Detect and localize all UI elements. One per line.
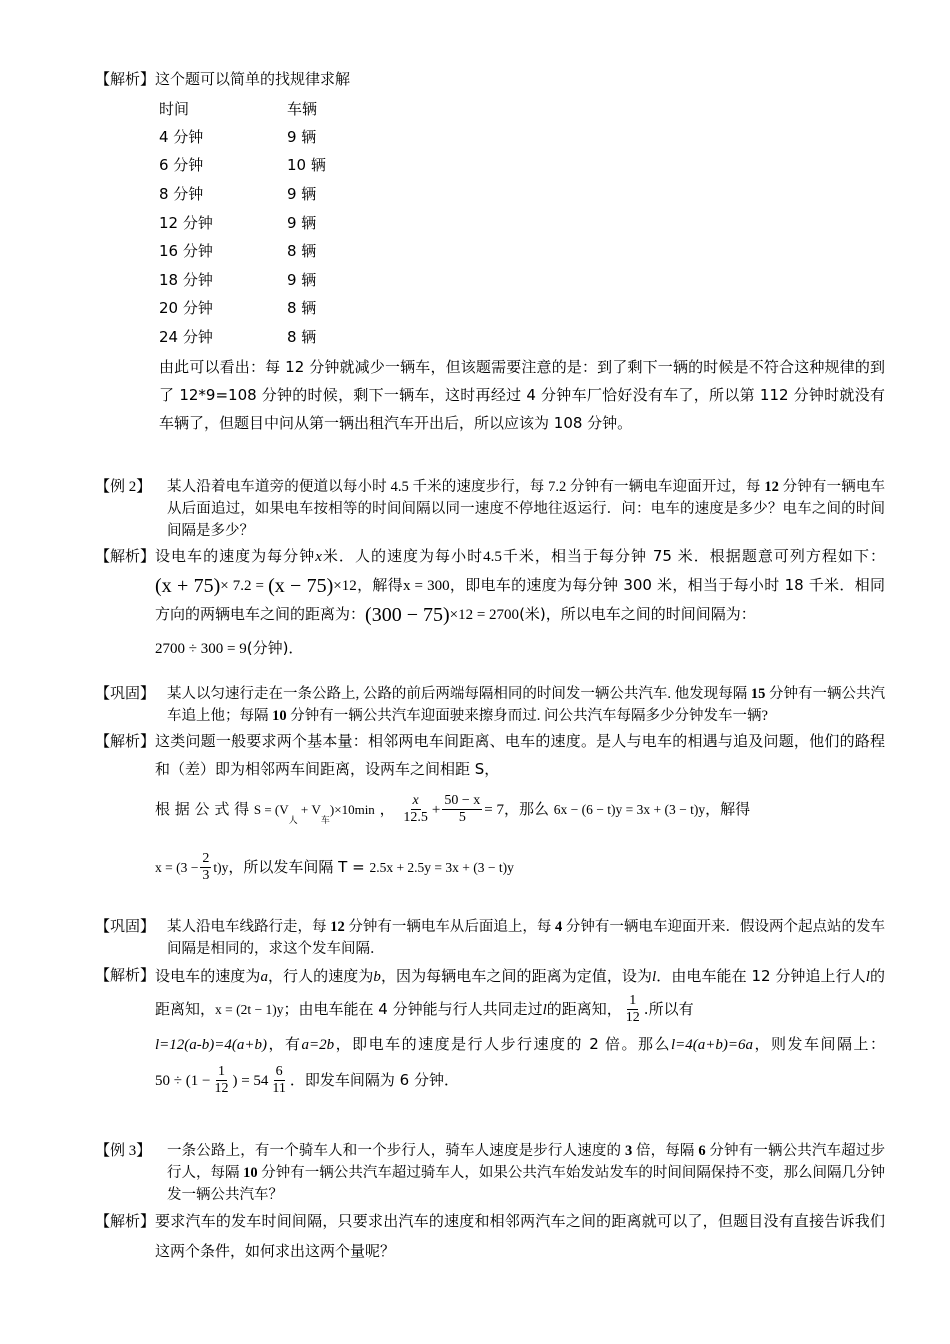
solution-text: ，行人的速度为 bbox=[267, 967, 374, 985]
table-header-vehicles: 车辆 bbox=[287, 99, 318, 118]
question-text: 分钟有一辆公共汽车超过骑车人，如果公共汽车始发站发车的时间间隔保持不变，那么间隔几分钟发一辆公共汽车？ bbox=[167, 1165, 885, 1203]
math-number: 4.5 bbox=[483, 549, 502, 565]
table-cell-vehicles: 9 辆 bbox=[287, 184, 317, 203]
solution-text: 设电车的速度为 bbox=[155, 967, 261, 985]
frac-den: 12 bbox=[214, 1081, 229, 1096]
example-2-question bbox=[95, 476, 885, 542]
solution-text: ，那么 bbox=[503, 800, 549, 818]
question-number: 10 bbox=[272, 708, 287, 724]
table-cell-vehicles: 9 辆 bbox=[287, 213, 317, 232]
math-var: l bbox=[865, 969, 870, 985]
math-expr: ×12 bbox=[333, 578, 357, 594]
solution-text: 的距离知， bbox=[546, 1000, 622, 1018]
frac-num: x bbox=[412, 793, 419, 808]
table-cell-vehicles: 9 辆 bbox=[287, 270, 317, 289]
math-expr: l=12(a-b)=4(a+b) bbox=[155, 1037, 268, 1053]
solution-text: (分钟)． bbox=[246, 639, 304, 657]
question-text: 分钟有一辆公共汽车超过步行人，每隔 bbox=[167, 1143, 886, 1181]
solution-text: 千米，相当于每分钟 75 米．根据题意可列方程如下： bbox=[501, 547, 885, 565]
frac-den: 5 bbox=[458, 810, 466, 825]
math-expr: 2700 ÷ 300 = 9 bbox=[155, 641, 247, 657]
question-number: 12 bbox=[330, 919, 345, 935]
example-3 bbox=[95, 1140, 885, 1266]
math-expr: 6x − (6 − t)y = 3x + (3 − t)y bbox=[553, 802, 706, 817]
math-expr: x = 300 bbox=[403, 578, 450, 594]
solution-text: 设电车的速度为每分钟 bbox=[155, 547, 316, 565]
table-row bbox=[159, 322, 326, 351]
table-cell-time: 18 分钟 bbox=[159, 270, 213, 289]
math-var: a bbox=[260, 969, 268, 985]
math-subscript: 车 bbox=[320, 815, 330, 825]
table-cell-time: 16 分钟 bbox=[159, 242, 213, 261]
consolidation-2-solution bbox=[95, 960, 885, 1097]
table-cell-vehicles: 10 辆 bbox=[287, 156, 326, 175]
table-row bbox=[159, 265, 326, 294]
question-number: 10 bbox=[243, 1165, 258, 1181]
math-var: l bbox=[542, 1002, 547, 1018]
question-text: 分钟有一辆电车从后面追过，如果电车按相等的时间间隔以同一速度不停地往返运行．问：电车的速度是多少？电车之间的时间间隔是多少？ bbox=[167, 479, 886, 539]
math-expr: 2.5x + 2.5y = 3x + (3 − t)y bbox=[369, 860, 514, 875]
solution-tag: 【解析】 bbox=[95, 1212, 156, 1230]
math-expr: ) = 54 bbox=[232, 1073, 269, 1089]
math-fraction bbox=[212, 1064, 230, 1097]
solution-text: ，因为每辆电车之间的距离为定值，设为 bbox=[380, 967, 653, 985]
frac-den: 12.5 bbox=[403, 810, 428, 825]
table-cell-vehicles: 8 辆 bbox=[287, 327, 317, 346]
question-number: 4 bbox=[555, 919, 563, 935]
solution-tag: 【解析】 bbox=[95, 547, 156, 565]
solution-text: ，有 bbox=[267, 1035, 302, 1053]
solution-text: ，则发车间隔上： bbox=[753, 1035, 885, 1053]
table-cell-time: 20 分钟 bbox=[159, 299, 213, 318]
solution-tag: 【解析】 bbox=[95, 70, 156, 88]
question-number: 12 bbox=[764, 479, 779, 495]
solution-text: ，所以发车间隔 T = bbox=[228, 858, 365, 876]
table-cell-time: 4 分钟 bbox=[159, 127, 204, 146]
math-expr: = 7 bbox=[484, 802, 504, 818]
example-2 bbox=[95, 476, 885, 669]
question-text: 分钟有一辆公共汽车迎面驶来擦身而过. 问公共汽车每隔多少分钟发车一辆? bbox=[286, 708, 768, 724]
frac-num: 1 bbox=[217, 1064, 225, 1079]
solution-text: ，解得 bbox=[356, 576, 403, 594]
solution-tag: 【解析】 bbox=[95, 966, 156, 984]
solution-conclusion: 由此可以看出：每 12 分钟就减少一辆车，但该题需要注意的是：到了剩下一辆的时候是不符合这种规律的到了 12*9=108 分钟的时候，剩下一辆车，这时再经过 4 分钟车厂恰好没有车了，所以第 112 分钟时就没有车辆了，但题目中问从第一辆出租汽车开出后，所以应该为 108 分钟。 bbox=[159, 357, 885, 432]
math-expr: (x + 75) bbox=[155, 575, 221, 597]
math-expr: t)y bbox=[213, 860, 229, 875]
math-fraction bbox=[200, 851, 211, 884]
solution-text: 的距离知， bbox=[155, 967, 885, 1018]
question-text: 某人沿着电车道旁的便道以每小时 4.5 千米的速度步行，每 7.2 分钟有一辆电车迎面开过，每 bbox=[167, 479, 765, 495]
example-2-solution bbox=[95, 542, 885, 669]
solution-text: ；由电车能在 4 分钟能与行人共同走过 bbox=[283, 1000, 543, 1018]
math-fraction bbox=[401, 793, 430, 826]
solution-text: 要求汽车的发车时间间隔，只要求出汽车的速度和相邻两汽车之间的距离就可以了，但题目没有直接告诉我们这两个条件，如何求出这两个量呢？ bbox=[155, 1212, 885, 1260]
consolidation-2-question bbox=[95, 916, 885, 960]
table-row bbox=[159, 151, 326, 180]
consolidation-1-question bbox=[95, 683, 885, 727]
solution-text: (米)，所以电车之间的时间间隔为： bbox=[519, 605, 756, 623]
solution-text: 这类问题一般要求两个基本量：相邻两电车间距离、电车的速度。是人与电车的相遇与追及问题，他们的路程和（差）即为相邻两车间距离，设两车之间相距 S， bbox=[155, 732, 885, 778]
table-cell-time: 24 分钟 bbox=[159, 327, 213, 346]
question-text: 某人沿电车线路行走，每 bbox=[167, 919, 331, 935]
question-text: 分钟有一辆公共汽车追上他；每隔 bbox=[167, 686, 886, 724]
frac-den: 3 bbox=[202, 868, 210, 883]
solution-text: ．由电车能在 12 分钟追上行人 bbox=[656, 967, 866, 985]
table-row bbox=[159, 122, 326, 151]
question-text: 一条公路上，有一个骑车人和一个步行人，骑车人速度是步行人速度的 bbox=[167, 1143, 625, 1159]
table-cell-vehicles: 8 辆 bbox=[287, 242, 317, 261]
table-header-row bbox=[159, 94, 326, 122]
math-expr: S = (V bbox=[253, 802, 289, 817]
consolidation-2 bbox=[95, 916, 885, 1097]
math-expr: x = (2t − 1)y bbox=[215, 1002, 284, 1017]
time-vehicle-table bbox=[159, 94, 326, 351]
table-cell-vehicles: 9 辆 bbox=[287, 127, 317, 146]
example-3-question bbox=[95, 1140, 885, 1206]
frac-num: 50 − x bbox=[444, 793, 481, 808]
math-expr: + V bbox=[297, 802, 321, 817]
frac-num: 1 bbox=[629, 993, 637, 1008]
table-header-time: 时间 bbox=[159, 99, 190, 118]
question-text: 倍，每隔 bbox=[632, 1143, 699, 1159]
math-fraction bbox=[442, 793, 482, 826]
consolidation-tag: 【巩固】 bbox=[95, 919, 156, 935]
math-subscript: 人 bbox=[288, 815, 298, 825]
math-expr: l=4(a+b)=6a bbox=[671, 1037, 754, 1053]
frac-den: 12 bbox=[625, 1010, 640, 1025]
table-row bbox=[159, 294, 326, 323]
math-expr: 50 ÷ (1 − bbox=[155, 1073, 211, 1089]
question-number: 6 bbox=[698, 1143, 706, 1159]
table-cell-time: 6 分钟 bbox=[159, 156, 204, 175]
math-fraction bbox=[270, 1064, 287, 1097]
example-tag: 【例 2】 bbox=[95, 479, 152, 495]
table-cell-time: 12 分钟 bbox=[159, 213, 213, 232]
question-text: 分钟有一辆电车迎面开来．假设两个起点站的发车间隔是相同的，求这个发车间隔． bbox=[167, 919, 886, 957]
frac-den: 11 bbox=[272, 1081, 286, 1096]
consolidation-1 bbox=[95, 683, 885, 889]
math-expr: a=2b bbox=[301, 1037, 335, 1053]
math-expr: x = (3 − bbox=[155, 860, 199, 875]
solution-1 bbox=[95, 66, 885, 437]
table-cell-vehicles: 8 辆 bbox=[287, 299, 317, 318]
solution-text: ，解得 bbox=[705, 800, 751, 818]
math-expr: × 7.2 = bbox=[220, 578, 269, 594]
math-expr: )×10min bbox=[329, 802, 375, 817]
frac-num: 6 bbox=[275, 1064, 283, 1079]
math-var: l bbox=[652, 969, 657, 985]
table-row bbox=[159, 208, 326, 237]
solution-text: 米．人的速度为每小时 bbox=[321, 547, 484, 565]
question-text: 分钟有一辆电车从后面追上，每 bbox=[344, 919, 556, 935]
solution-text: 根 据 公 式 得 bbox=[155, 800, 250, 818]
table-row bbox=[159, 179, 326, 208]
table-cell-time: 8 分钟 bbox=[159, 184, 204, 203]
solution-tag: 【解析】 bbox=[95, 732, 156, 750]
solution-intro: 这个题可以简单的找规律求解 bbox=[155, 70, 351, 88]
consolidation-1-solution: 【解析】 这类问题一般要求两个基本量：相邻两电车间距离、电车的速度。是人与电车的相遇与追及问题，他们的路程和（差）即为相邻两车间距离，设两车之间相距 S， 根 据 公 式 得 $S = (V_人 + V_车)\times 10\min$ ， $\frac{x}{12.5}$ + $\frac{50 - x}{5}$ = 7，那么 6x − (6 − t)y = 3x + (3 − t)y，解得 x = (3 − $\frac{2}{3}$ t)y，所以发车间隔 T = 2.5x + 2.5y = 3x + (3 − t)y bbox=[95, 727, 885, 889]
consolidation-tag: 【巩固】 bbox=[95, 686, 156, 702]
frac-num: 2 bbox=[202, 851, 210, 866]
math-expr: ×12 = 2700 bbox=[449, 607, 520, 623]
table-row bbox=[159, 236, 326, 265]
solution-text: ．即发车间隔为 6 分钟． bbox=[289, 1071, 459, 1089]
math-fraction bbox=[624, 993, 642, 1026]
math-expr: (x − 75) bbox=[268, 575, 334, 597]
question-number: 3 bbox=[624, 1143, 633, 1159]
example-tag: 【例 3】 bbox=[95, 1143, 152, 1159]
solution-text: ，即电车的速度是行人步行速度的 2 倍。那么 bbox=[334, 1035, 672, 1053]
math-expr: (300 − 75) bbox=[365, 604, 450, 626]
math-var: b bbox=[373, 969, 381, 985]
example-3-solution bbox=[95, 1206, 885, 1266]
math-var: x bbox=[315, 549, 322, 565]
question-text: 某人以匀速行走在一条公路上, 公路的前后两端每隔相同的时间发一辆公共汽车. 他发现每隔 bbox=[167, 686, 751, 702]
solution-text: .所以有 bbox=[643, 1000, 694, 1018]
question-number: 15 bbox=[750, 686, 766, 702]
solution-text: ，即电车的速度为每分钟 300 米，相当于每小时 18 千米．相同方向的两辆电车之间的距离为： bbox=[155, 576, 885, 623]
